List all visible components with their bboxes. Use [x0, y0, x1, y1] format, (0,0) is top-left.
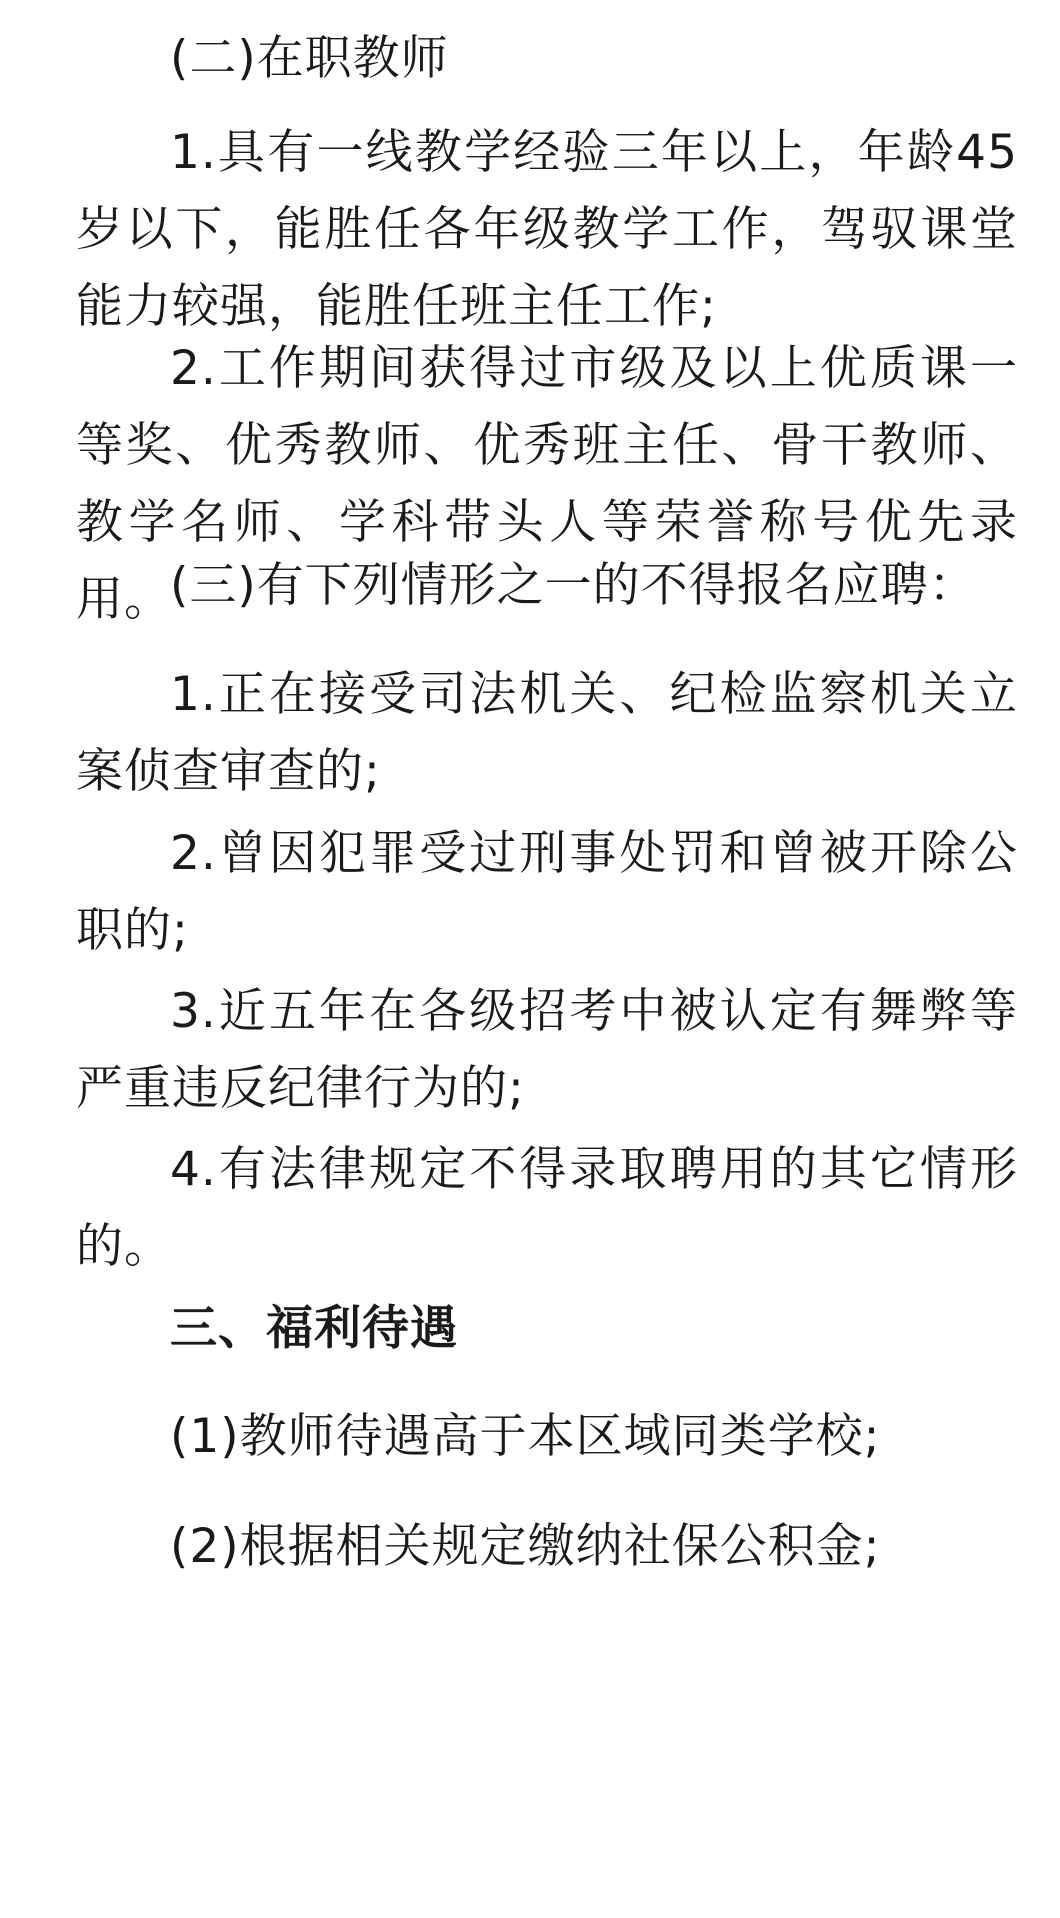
- disqualification-item-2: 2.曾因犯罪受过刑事处罚和曾被开除公职的;: [76, 826, 1018, 958]
- disqualification-item-4: 4.有法律规定不得录取聘用的其它情形的。: [76, 1142, 1018, 1274]
- section-subtitle-disqualifications: (三)有下列情形之一的不得报名应聘：: [170, 558, 977, 613]
- requirement-paragraph-2: 2.工作期间获得过市级及以上优质课一等奖、优秀教师、优秀班主任、骨干教师、教学名师、学科带头人等荣誉称号优先录用。: [76, 341, 1018, 627]
- benefit-item-1: (1)教师待遇高于本区域同类学校;: [170, 1409, 881, 1464]
- disqualification-item-3: 3.近五年在各级招考中被认定有舞弊等严重违反纪律行为的;: [76, 984, 1018, 1116]
- section-heading-benefits: 三、福利待遇: [170, 1301, 458, 1356]
- benefit-item-2: (2)根据相关规定缴纳社保公积金;: [170, 1519, 881, 1574]
- disqualification-item-1: 1.正在接受司法机关、纪检监察机关立案侦查审查的;: [76, 667, 1018, 799]
- section-subtitle-in-service-teachers: (二)在职教师: [170, 31, 449, 86]
- requirement-paragraph-1: 1.具有一线教学经验三年以上，年龄45岁以下，能胜任各年级教学工作，驾驭课堂能力较强，能胜任班主任工作;: [76, 125, 1018, 334]
